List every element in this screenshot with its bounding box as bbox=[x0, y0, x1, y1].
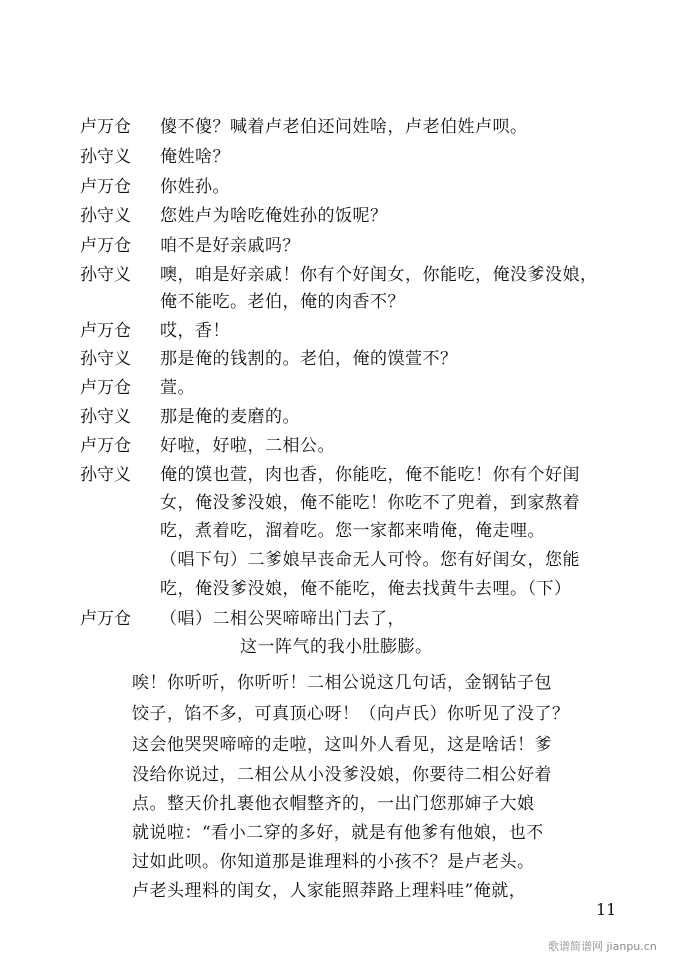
dialogue-line: 唉！你听听，你听听！二相公说这几句话，金钢钻子包 bbox=[132, 673, 552, 693]
dialogue-line: （唱）二相公哭啼啼出门去了， bbox=[160, 609, 405, 629]
dialogue-line: 好啦，好啦，二相公。 bbox=[160, 436, 335, 456]
dialogue-line: 傻不傻？喊着卢老伯还问姓啥，卢老伯姓卢呗。 bbox=[160, 117, 528, 137]
speaker-label: 孙守义 bbox=[80, 265, 131, 285]
speaker-label: 卢万仓 bbox=[80, 436, 131, 456]
speaker-label: 卢万仓 bbox=[80, 321, 131, 341]
speaker-label: 孙守义 bbox=[80, 349, 131, 369]
speaker-label: 卢万仓 bbox=[80, 609, 131, 629]
dialogue-line: 就说啦：“看小二穿的多好，就是有他爹有他娘，也不 bbox=[132, 823, 544, 843]
speaker-label: 孙守义 bbox=[80, 407, 131, 427]
dialogue-line: 吃，煮着吃，溜着吃。您一家都来啃俺，俺走哩。 bbox=[160, 521, 545, 541]
speaker-label: 孙守义 bbox=[80, 147, 131, 167]
dialogue-line: 这一阵气的我小肚膨膨。 bbox=[240, 637, 433, 657]
dialogue-line: 俺的馍也萱，肉也香，你能吃，俺不能吃！你有个好闺 bbox=[160, 465, 580, 485]
dialogue-line: 咱不是好亲戚吗？ bbox=[160, 236, 300, 256]
dialogue-line: 你姓孙。 bbox=[160, 177, 230, 197]
dialogue-line: 俺姓啥？ bbox=[160, 147, 230, 167]
dialogue-line: 萱。 bbox=[160, 378, 195, 398]
dialogue-line: 女，俺没爹没娘，俺不能吃！你吃不了兜着，到家熬着 bbox=[160, 493, 580, 513]
speaker-label: 孙守义 bbox=[80, 465, 131, 485]
speaker-label: 卢万仓 bbox=[80, 117, 131, 137]
speaker-label: 卢万仓 bbox=[80, 236, 131, 256]
dialogue-line: 饺子，馅不多，可真顶心呀！（向卢氏）你听见了没了？ bbox=[132, 704, 570, 724]
dialogue-line: 卢老头理料的闺女，人家能照莽路上理料哇”俺就， bbox=[132, 881, 527, 901]
watermark: 歌谱简谱网 jianpu.cn bbox=[548, 940, 657, 953]
page-number: 11 bbox=[596, 900, 617, 919]
dialogue-line: 那是俺的麦磨的。 bbox=[160, 407, 300, 427]
speaker-label: 孙守义 bbox=[80, 206, 131, 226]
speaker-label: 卢万仓 bbox=[80, 378, 131, 398]
dialogue-line: 您姓卢为啥吃俺姓孙的饭呢？ bbox=[160, 206, 388, 226]
dialogue-line: 过如此呗。你知道那是谁理料的小孩不？是卢老头。 bbox=[132, 852, 535, 872]
dialogue-line: 噢，咱是好亲戚！你有个好闺女，你能吃，俺没爹没娘， bbox=[160, 265, 598, 285]
dialogue-line: 哎，香！ bbox=[160, 321, 230, 341]
speaker-label: 卢万仓 bbox=[80, 177, 131, 197]
dialogue-line: 俺不能吃。老伯，俺的肉香不？ bbox=[160, 292, 405, 312]
dialogue-line: 吃，俺没爹没娘，俺不能吃，俺去找黄牛去哩。（下） bbox=[160, 579, 572, 599]
dialogue-line: 点。整天价扎裹他衣帽整齐的，一出门您那婶子大娘 bbox=[132, 794, 535, 814]
dialogue-line: 没给你说过，二相公从小没爹没娘，你要待二相公好着 bbox=[132, 765, 552, 785]
dialogue-line: 这会他哭哭啼啼的走啦，这叫外人看见，这是啥话！爹 bbox=[132, 735, 552, 755]
dialogue-line: 那是俺的钱割的。老伯，俺的馍萱不？ bbox=[160, 349, 458, 369]
dialogue-line: （唱下句）二爹娘早丧命无人可怜。您有好闺女，您能 bbox=[160, 550, 580, 570]
